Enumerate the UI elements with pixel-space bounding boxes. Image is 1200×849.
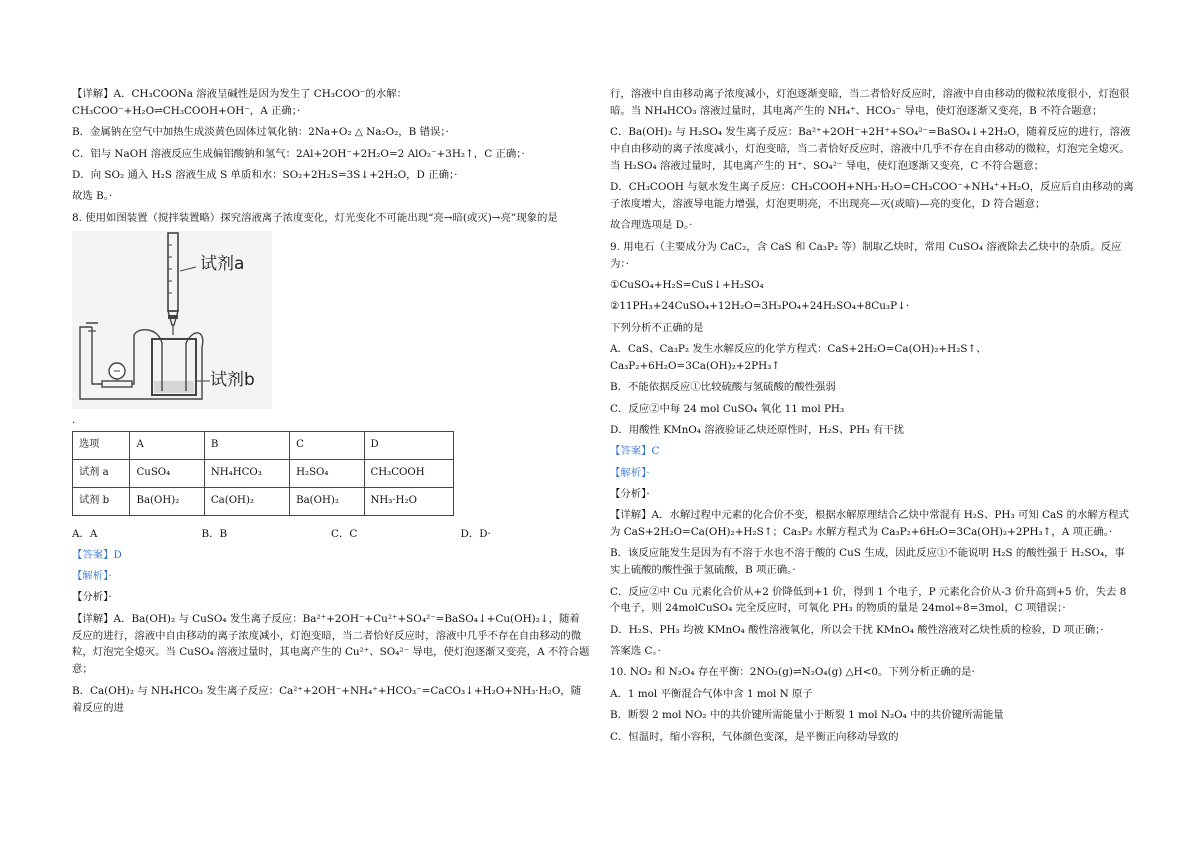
detail-paragraph-8d: D．CH₃COOH 与氨水发生离子反应：CH₃COOH+NH₃·H₂O=CH₃COO⁻+NH₄⁺+H₂O，反应后自由移动的离子浓度增大，溶液导电能力增强，灯泡更明亮，不出现亮—灭(或暗)—亮的变化，D 符合题意； xyxy=(610,181,1134,211)
q9-option-c: C．反应②中每 24 mol CuSO₄ 氧化 11 mol PH₃ xyxy=(610,402,845,415)
question-9-stem: 9. 用电石（主要成分为 CaC₂，含 CaS 和 Ca₃P₂ 等）制取乙炔时，常用 CuSO₄ 溶液除去乙炔中的杂质。反应为：· xyxy=(610,240,1122,270)
q10-option-b: B．断裂 2 mol NO₂ 中的共价键所需能量小于断裂 1 mol N₂O₄ 中的共价键所需能量 xyxy=(610,709,1004,722)
detail-9b: B．该反应能发生是因为有不溶于水也不溶于酸的 CuS 生成，因此反应①不能说明 H₂S 的酸性强于 H₂SO₄，事实上硫酸的酸性强于氢硫酸，B 项正确。· xyxy=(610,547,1125,577)
table-cell: 试剂 a xyxy=(73,459,130,487)
table-cell: NH₄HCO₃ xyxy=(204,459,289,487)
q10-option-c: C．恒温时，缩小容积，气体颜色变深，是平衡正向移动导致的 xyxy=(610,730,899,743)
detail-paragraph-c: C．铝与 NaOH 溶液反应生成偏铝酸钠和氢气：2Al+2OH⁻+2H₂O=2 AlO₂⁻+3H₂↑，C 正确；· xyxy=(72,147,525,160)
table-cell: 试剂 b xyxy=(73,487,130,515)
q10-option-a: A．1 mol 平衡混合气体中含 1 mol N 原子 xyxy=(610,687,813,700)
choice-a: A．A xyxy=(72,527,98,540)
question-10-stem: 10. NO₂ 和 N₂O₄ 存在平衡：2NO₂(g)⇌N₂O₄(g) △H<0。下列分析正确的是· xyxy=(610,666,975,679)
table-row xyxy=(73,431,454,459)
table-cell: A xyxy=(130,431,204,459)
table-cell: C xyxy=(290,431,364,459)
detail-9d: D．H₂S、PH₃ 均被 KMnO₄ 酸性溶液氧化，所以会干扰 KMnO₄ 酸性溶液对乙炔性质的检验，D 项正确；· xyxy=(610,623,1104,636)
fenxi-label: 【分析】· xyxy=(72,591,112,604)
choice-c: C．C xyxy=(331,527,358,540)
answer-label: 【答案】D xyxy=(72,548,122,561)
question-8-stem: 8. 使用如图装置（搅拌装置略）探究溶液离子浓度变化，灯光变化不可能出现“亮→暗(或灭)→亮”现象的是 xyxy=(72,211,558,224)
detail-paragraph-8b: B．Ca(OH)₂ 与 NH₄HCO₃ 发生离子反应：Ca²⁺+2OH⁻+NH₄⁺+HCO₃⁻=CaCO₃↓+H₂O+NH₃·H₂O，随着反应的进 xyxy=(72,684,582,714)
table-cell: Ba(OH)₂ xyxy=(130,487,204,515)
table-cell: B xyxy=(204,431,289,459)
conclusion-text: 故选 B。· xyxy=(72,190,113,203)
detail-paragraph-b: B．金属钠在空气中加热生成淡黄色固体过氧化钠：2Na+O₂ △ Na₂O₂，B 错误；· xyxy=(72,126,449,139)
q9-option-a: A．CaS、Ca₃P₂ 发生水解反应的化学方程式：CaS+2H₂O=Ca(OH)₂+H₂S↑、Ca₃P₂+6H₂O=3Ca(OH)₂+2PH₃↑ xyxy=(610,342,987,372)
detail-paragraph-8c: C．Ba(OH)₂ 与 H₂SO₄ 发生离子反应：Ba²⁺+2OH⁻+2H⁺+SO₄²⁻=BaSO₄↓+2H₂O，随着反应的进行，溶液中自由移动的离子浓度减小，灯泡变暗，当二者恰好反应时，溶液中几乎不存在自由移动的微粒，灯泡完全熄灭。当 H₂SO₄ 溶液过量时，其电离产生的 H⁺、SO₄²⁻ 导电，使灯泡逐渐又变亮，C 不符合题意； xyxy=(610,126,1131,172)
detail-paragraph-a: 【详解】A．CH₃COONa 溶液呈碱性是因为发生了 CH₃COO⁻的水解：CH₃COO⁻+H₂O⇌CH₃COOH+OH⁻，A 正确；· xyxy=(72,88,408,117)
right-column xyxy=(610,86,1135,750)
detail-9a: 【详解】A．水解过程中元素的化合价不变，根据水解原理结合乙炔中常混有 H₂S、PH₃ 可知 CaS 的水解方程式为 CaS+2H₂O=Ca(OH)₂+H₂S↑；Ca₃P₂ 水解方程式为 Ca₃P₂+6H₂O=3Ca(OH)₂+2PH₃↑，A 项正确。· xyxy=(610,509,1129,539)
detail-paragraph-8a: 【详解】A．Ba(OH)₂ 与 CuSO₄ 发生离子反应：Ba²⁺+2OH⁻+Cu²⁺+SO₄²⁻=BaSO₄↓+Cu(OH)₂↓，随着反应的进行，溶液中自由移动的离子浓度减小，灯泡变暗，当二者恰好反应时，溶液中几乎不存在自由移动的微粒，灯泡完全熄灭。当 CuSO₄ 溶液过量时，其电离产生的 Cu²⁺、SO₄²⁻ 导电，使灯泡逐渐又变亮，A 不符合题意； xyxy=(72,612,590,676)
question-9-ask: 下列分析不正确的是 xyxy=(610,321,704,334)
detail-paragraph-d: D．向 SO₂ 通入 H₂S 溶液生成 S 单质和水：SO₂+2H₂S=3S↓+2H₂O，D 正确；· xyxy=(72,168,458,181)
choice-b: B．B xyxy=(201,527,228,540)
conclusion-9: 答案选 C。· xyxy=(610,645,661,658)
detail-paragraph-8b-cont: 行，溶液中自由移动离子浓度减小，灯泡逐渐变暗，当二者恰好反应时，溶液中自由移动的微粒浓度很小，灯泡很暗。当 NH₄HCO₃ 溶液过量时，其电离产生的 NH₄⁺、HCO₃⁻ 导电，使灯泡逐渐又变亮，B 不符合题意； xyxy=(610,88,1130,117)
table-cell: H₂SO₄ xyxy=(290,459,364,487)
table-cell: CH₃COOH xyxy=(364,459,454,487)
apparatus-figure xyxy=(72,231,272,409)
table-row xyxy=(73,459,454,487)
equation-2: ②11PH₃+24CuSO₄+12H₂O=3H₃PO₄+24H₂SO₄+8Cu₃P↓· xyxy=(610,300,910,313)
options-table xyxy=(72,431,454,516)
table-cell: D xyxy=(364,431,454,459)
reagent-b-label: 试剂b xyxy=(210,369,255,390)
analysis-label-9: 【解析】· xyxy=(610,466,650,479)
q9-option-d: D．用酸性 KMnO₄ 溶液验证乙炔还原性时，H₂S、PH₃ 有干扰 xyxy=(610,423,904,436)
apparatus-diagram xyxy=(72,231,272,409)
equation-1: ①CuSO₄+H₂S=CuS↓+H₂SO₄ xyxy=(610,278,764,291)
table-cell: 选项 xyxy=(73,431,130,459)
analysis-label: 【解析】· xyxy=(72,570,112,583)
left-column xyxy=(72,86,590,721)
detail-9c: C．反应②中 Cu 元素化合价从+2 价降低到+1 价，得到 1 个电子，P 元素化合价从-3 价升高到+5 价，失去 8 个电子，则 24molCuSO₄ 完全反应时，可氧化 PH₃ 的物质的量是 24mol÷8=3mol，C 项错误；· xyxy=(610,585,1127,615)
conclusion-8: 故合理选项是 D。· xyxy=(610,219,693,232)
table-cell: Ba(OH)₂ xyxy=(290,487,364,515)
table-cell: NH₃·H₂O xyxy=(364,487,454,515)
figure-caption-dot: · xyxy=(72,416,76,429)
reagent-a-label: 试剂a xyxy=(200,253,245,274)
fenxi-label-9: 【分析】· xyxy=(610,487,650,500)
table-row xyxy=(73,487,454,515)
table-cell: CuSO₄ xyxy=(130,459,204,487)
answer-label-9: 【答案】C xyxy=(610,445,660,458)
table-cell: Ca(OH)₂ xyxy=(204,487,289,515)
q9-option-b: B．不能依据反应①比较硫酸与氢硫酸的酸性强弱 xyxy=(610,381,836,394)
choice-d: D．D· xyxy=(460,527,491,540)
question-8-choices xyxy=(72,526,590,543)
